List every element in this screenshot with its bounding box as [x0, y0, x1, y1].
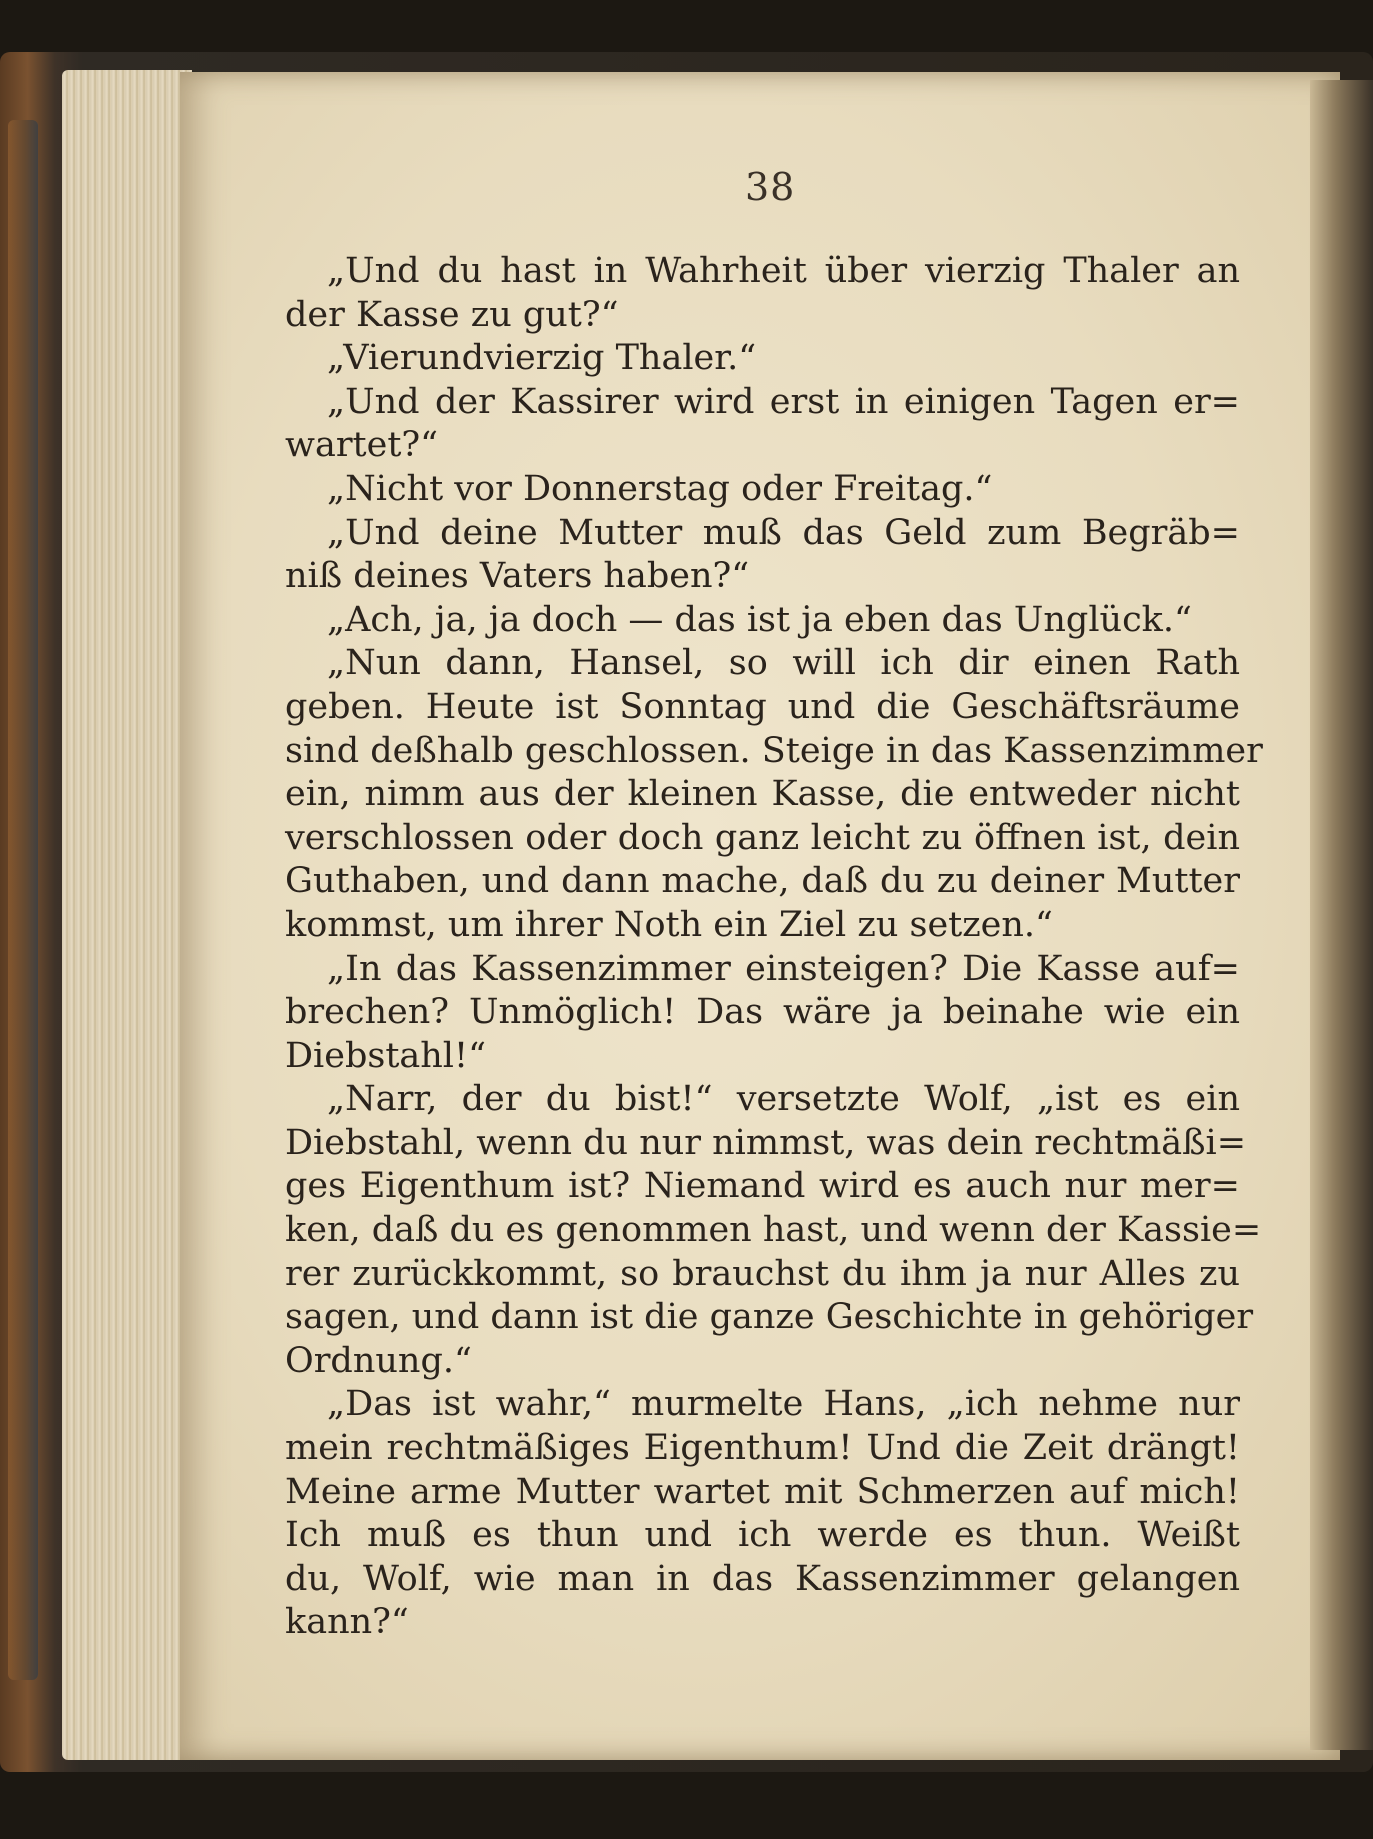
text-line: Diebstahl, wenn du nur nimmst, was dein rechtmäßi= — [285, 1122, 1247, 1163]
text-line: Ordnung.“ — [285, 1340, 472, 1381]
text-line: „Und der Kassirer wird erst in einigen Tagen er= — [327, 381, 1240, 422]
text-line: „Ach, ja, ja doch — das ist ja eben das Unglück.“ — [327, 599, 1192, 640]
text-line: Guthaben, und dann mache, daß du zu deiner Mutter — [285, 861, 1240, 902]
text-line: „In das Kassenzimmer einsteigen? Die Kasse auf= — [327, 948, 1240, 989]
text-line: der Kasse zu gut?“ — [285, 294, 619, 335]
text-line: Ich muß es thun und ich werde es thun. Weißt — [285, 1515, 1240, 1556]
text-line: Diebstahl!“ — [285, 1035, 486, 1076]
page-edges — [62, 70, 192, 1760]
cover-edge — [8, 120, 38, 1680]
text-line: Meine arme Mutter wartet mit Schmerzen auf mich! — [285, 1471, 1240, 1512]
text-line: „Narr, der du bist!“ versetzte Wolf, „ist es ein — [327, 1079, 1240, 1120]
text-line: du, Wolf, wie man in das Kassenzimmer gelangen — [285, 1558, 1240, 1599]
text-line: ein, nimm aus der kleinen Kasse, die entweder nicht — [285, 774, 1240, 815]
page-number: 38 — [745, 165, 796, 209]
text-line: kommst, um ihrer Noth ein Ziel zu setzen.“ — [285, 904, 1053, 945]
text-line: verschlossen oder doch ganz leicht zu öffnen ist, dein — [285, 817, 1240, 858]
text-line: kann?“ — [285, 1602, 409, 1643]
text-line: „Das ist wahr,“ murmelte Hans, „ich nehme nur — [327, 1384, 1240, 1425]
text-line: mein rechtmäßiges Eigenthum! Und die Zeit drängt! — [285, 1428, 1240, 1469]
text-line: „Vierundvierzig Thaler.“ — [327, 338, 757, 379]
text-line: „Nun dann, Hansel, so will ich dir einen Rath — [327, 643, 1240, 684]
text-line: rer zurückkommt, so brauchst du ihm ja nur Alles zu — [285, 1253, 1240, 1294]
text-line: sagen, und dann ist die ganze Geschichte in gehöriger — [285, 1297, 1254, 1338]
text-line: ken, daß du es genommen hast, und wenn der Kassie= — [285, 1210, 1262, 1251]
book-gutter — [1310, 80, 1373, 1750]
text-line: niß deines Vaters haben?“ — [285, 556, 750, 597]
text-line: ges Eigenthum ist? Niemand wird es auch nur mer= — [285, 1166, 1240, 1207]
text-line: geben. Heute ist Sonntag und die Geschäftsräume — [285, 686, 1240, 727]
text-line: sind deßhalb geschlossen. Steige in das Kassenzimmer — [285, 730, 1263, 771]
text-line: wartet?“ — [285, 425, 439, 466]
body-text — [285, 250, 1263, 1645]
text-line: „Und deine Mutter muß das Geld zum Begräb= — [327, 512, 1240, 553]
text-line: brechen? Unmöglich! Das wäre ja beinahe wie ein — [285, 992, 1240, 1033]
text-line: „Nicht vor Donnerstag oder Freitag.“ — [327, 468, 993, 509]
text-line: „Und du hast in Wahrheit über vierzig Thaler an — [327, 251, 1240, 291]
